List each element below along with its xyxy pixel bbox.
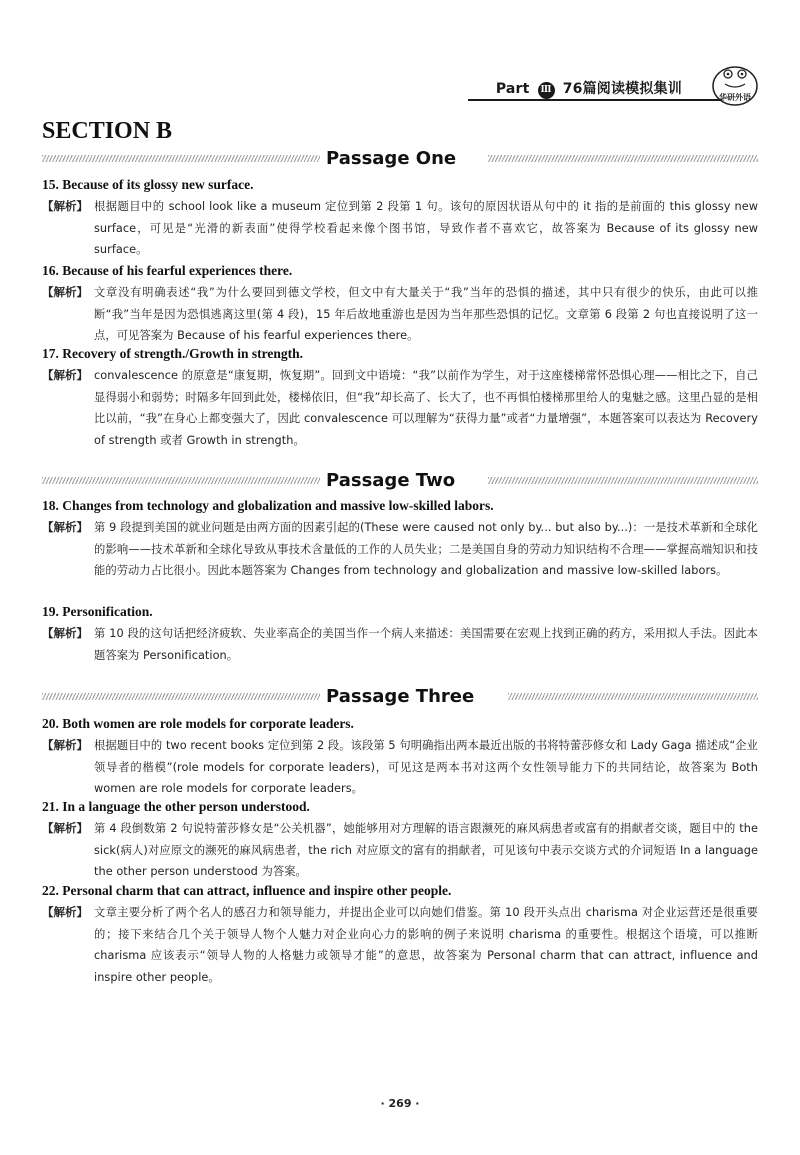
passage-three-bar bbox=[42, 686, 758, 708]
analysis-tag: 【解析】 bbox=[42, 285, 88, 299]
hatch-right bbox=[488, 155, 758, 162]
question-16: 16. Because of his fearful experiences there. bbox=[42, 263, 293, 278]
hatch-right bbox=[488, 477, 758, 484]
analysis-tag: 【解析】 bbox=[42, 905, 88, 919]
question-15: 15. Because of its glossy new surface. bbox=[42, 177, 254, 192]
question-17: 17. Recovery of strength./Growth in strength. bbox=[42, 346, 303, 361]
analysis-15 bbox=[42, 196, 758, 261]
analysis-19 bbox=[42, 623, 758, 666]
hatch-right bbox=[508, 693, 758, 700]
hatch-left bbox=[42, 155, 320, 162]
publisher-logo bbox=[710, 62, 760, 108]
analysis-text: 文章主要分析了两个名人的感召力和领导能力，并提出企业可以向她们借鉴。第 10 段开头点出 charisma 对企业运营还是很重要的；接下来结合几个关于领导人物个人魅力对企业向心力的影响的例子来说明 charisma 的重要性。根据这个语境，可以推断 charisma 应该表示“领导人物的人格魅力或领导才能”的意思，故答案为 Personal charm that can attract, influence and inspire other people。 bbox=[94, 906, 758, 984]
logo-text: 华研外语 bbox=[719, 93, 751, 102]
analysis-tag: 【解析】 bbox=[42, 199, 88, 213]
running-header bbox=[0, 62, 800, 108]
book-title: 76篇阅读模拟集训 bbox=[562, 81, 682, 97]
question-22: 22. Personal charm that can attract, influence and inspire other people. bbox=[42, 883, 452, 898]
question-18: 18. Changes from technology and globalization and massive low-skilled labors. bbox=[42, 498, 494, 513]
analysis-text: 根据题目中的 two recent books 定位到第 2 段。该段第 5 句明确指出两本最近出版的书将特蕾莎修女和 Lady Gaga 描述成“企业领导者的楷模”(role models for corporate leaders)，可见这是两本书对这两个女性领导能力下的共同结论，故答案为 Both women are role models for corporate leaders。 bbox=[94, 739, 758, 795]
passage-title: Passage Two bbox=[326, 470, 456, 491]
question-19: 19. Personification. bbox=[42, 604, 153, 619]
analysis-tag: 【解析】 bbox=[42, 520, 88, 534]
analysis-21 bbox=[42, 818, 758, 883]
analysis-text: 根据题目中的 school look like a museum 定位到第 2 段第 1 句。该句的原因状语从句中的 it 指的是前面的 this glossy new surface，可见是“光滑的新表面”使得学校看起来像个图书馆，导致作者不喜欢它，故答案为 Because of its glossy new surface。 bbox=[94, 200, 758, 256]
analysis-18 bbox=[42, 517, 758, 582]
analysis-text: 第 4 段倒数第 2 句说特蕾莎修女是“公关机器”，她能够用对方理解的语言跟濒死的麻风病患者或富有的捐献者交谈，题目中的 the sick(病人)对应原文的濒死的麻风病患者，the rich 对应原文的富有的捐献者，可见该句中表示交谈方式的介词短语 In a language the other person understood 为答案。 bbox=[94, 822, 758, 878]
analysis-tag: 【解析】 bbox=[42, 368, 88, 382]
part-label: Part bbox=[495, 81, 530, 97]
analysis-tag: 【解析】 bbox=[42, 821, 88, 835]
passage-two-bar bbox=[42, 470, 758, 492]
hatch-left bbox=[42, 693, 320, 700]
analysis-text: 第 9 段提到美国的就业问题是由两方面的因素引起的(These were caused not only by... but also by...)：一是技术革新和全球化的影响——技术革新和全球化导致从事技术含量低的工作的人员失业；二是美国自身的劳动力知识结构不合理——掌握高端知识和技能的劳动力占比很小。因此本题答案为 Changes from technology and globalization and massive low-skilled labors。 bbox=[94, 521, 758, 577]
passage-title: Passage One bbox=[326, 148, 457, 169]
analysis-tag: 【解析】 bbox=[42, 626, 88, 640]
analysis-20 bbox=[42, 735, 758, 800]
analysis-text: convalescence 的原意是“康复期，恢复期”。回到文中语境：“我”以前作为学生，对于这座楼梯常怀恐惧心理——相比之下，自己显得弱小和弱势；时隔多年回到此处，楼梯依旧，但“我”却长高了、长大了，也不再惧怕楼梯那里给人的鬼魅之感。这里凸显的是相比以前，“我”在身心上都变强大了，因此 convalescence 可以理解为“获得力量”或者“力量增强”，本题答案可以表达为 Recovery of strength 或者 Growth in strength。 bbox=[94, 369, 758, 447]
passage-title: Passage Three bbox=[326, 686, 475, 707]
analysis-text: 第 10 段的这句话把经济疲软、失业率高企的美国当作一个病人来描述：美国需要在宏观上找到正确的药方，采用拟人手法。因此本题答案为 Personification。 bbox=[94, 627, 758, 662]
running-header-label bbox=[496, 78, 682, 99]
analysis-text: 文章没有明确表述“我”为什么要回到德文学校，但文中有大量关于“我”当年的恐惧的描述，其中只有很少的快乐，由此可以推断“我”当年是因为恐惧逃离这里(第 4 段)，15 年后故地重游也是因为当年那些恐惧的记忆。文章第 6 段第 2 句也直接说明了这一点，可见答案为 Because of his fearful experiences there。 bbox=[94, 286, 758, 342]
analysis-tag: 【解析】 bbox=[42, 738, 88, 752]
question-21: 21. In a language the other person understood. bbox=[42, 799, 310, 814]
analysis-17 bbox=[42, 365, 758, 451]
section-title: SECTION B bbox=[42, 118, 173, 144]
passage-one-bar bbox=[42, 148, 758, 170]
question-20: 20. Both women are role models for corporate leaders. bbox=[42, 716, 354, 731]
hatch-left bbox=[42, 477, 320, 484]
analysis-22 bbox=[42, 902, 758, 988]
part-numeral: Ⅲ bbox=[538, 82, 555, 99]
header-rule bbox=[468, 99, 722, 101]
analysis-16 bbox=[42, 282, 758, 347]
page-number: · 269 · bbox=[380, 1097, 420, 1110]
